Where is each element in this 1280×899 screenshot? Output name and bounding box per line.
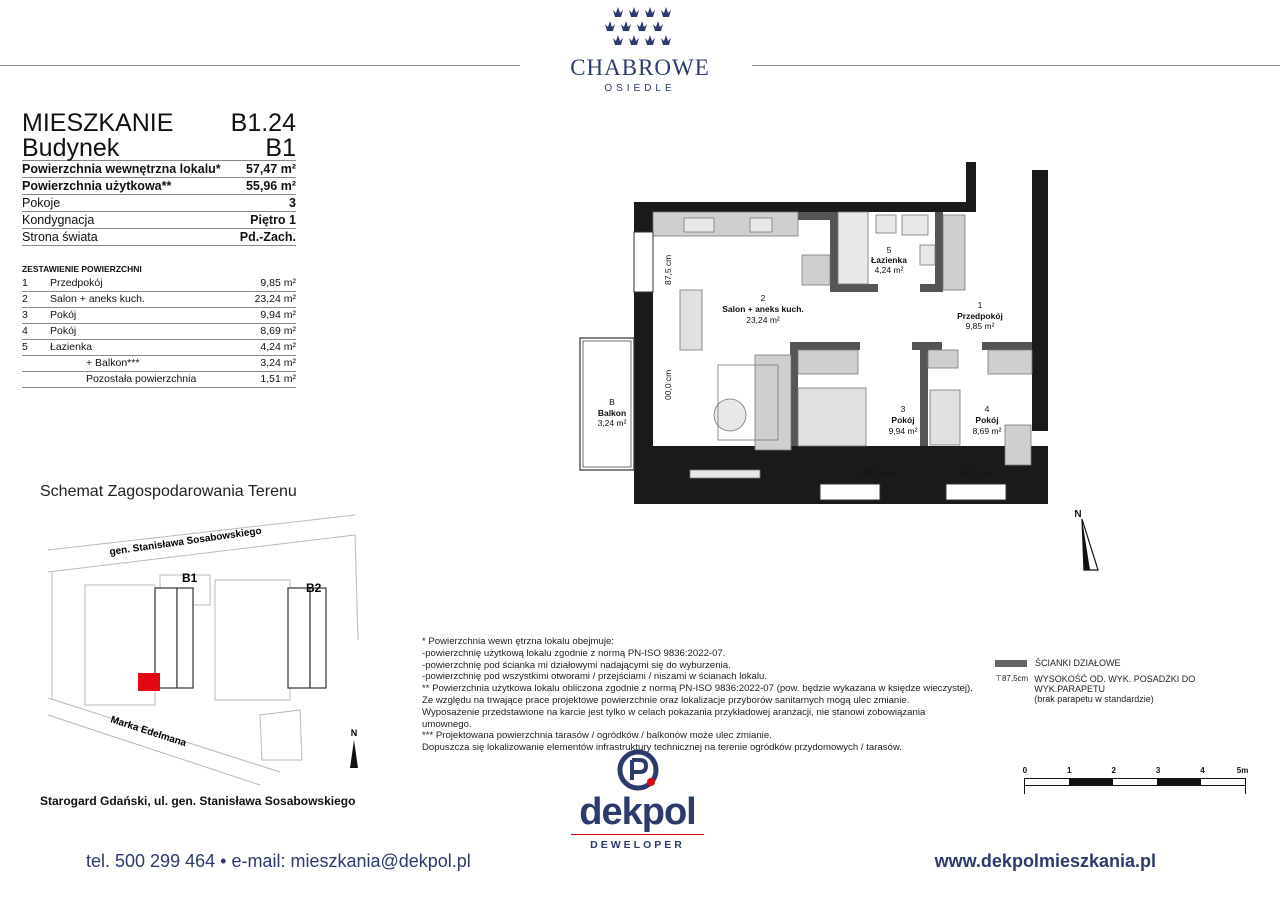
apartment-label: MIESZKANIE [22, 109, 174, 137]
stat-value: Pd.-Zach. [239, 230, 296, 244]
scale-tick: 3 [1155, 766, 1161, 775]
dekpol-logo [565, 748, 710, 851]
summary-no: 4 [22, 325, 28, 337]
stat-row [22, 212, 296, 229]
svg-text:1: 1 [977, 300, 983, 310]
summary-area: 1,51 m² [260, 373, 296, 385]
stat-value: 55,96 m² [245, 179, 296, 193]
summary-heading: ZESTAWIENIE POWIERZCHNI [22, 264, 142, 274]
brand-title: CHABROWE [570, 55, 710, 80]
brand-logo [540, 0, 740, 94]
contact-phone[interactable]: tel. 500 299 464 [86, 851, 216, 871]
site-street-top: gen. Stanisława Sosabowskiego [108, 525, 263, 558]
header-rule-right [752, 65, 1280, 66]
dekpol-p-icon [616, 748, 660, 792]
brand-subtitle: OSIEDLE [604, 83, 676, 94]
footnote-line: -powierzchnię pod ścianka mi działowymi nadającymi się do wyburzenia. [422, 659, 731, 671]
stat-row [22, 229, 296, 246]
footnote-line: Ze względu na trwające prace projektowe powierzchnie oraz lokalizacje przyborów sanitarnych mogą ulec zmianie. [422, 694, 910, 706]
summary-area: 4,24 m² [260, 341, 296, 353]
north-arrow-icon [1070, 515, 1110, 575]
scale-bar [1022, 766, 1249, 794]
footnotes [422, 636, 982, 754]
stat-value: 3 [289, 196, 296, 210]
legend-sill-text: WYSOKOŚĆ OD. WYK. POSADZKI DO WYK.PARAPETU [1034, 674, 1196, 694]
summary-no: 5 [22, 341, 28, 353]
wall-swatch [995, 660, 1027, 667]
footnote-line: * Powierzchnia wewn ętrzna lokalu obejmuje: [422, 636, 614, 647]
svg-text:Pokój: Pokój [975, 415, 999, 425]
stat-label: Powierzchnia wewnętrzna lokalu* [22, 162, 221, 176]
website-link[interactable]: www.dekpolmieszkania.pl [934, 851, 1156, 871]
floor-plan [580, 160, 1082, 560]
footnote-line: umownego. [422, 718, 472, 730]
summary-area: 9,94 m² [260, 309, 296, 321]
sill-label-room3: 87,5 cm [863, 469, 894, 479]
svg-text:3: 3 [900, 404, 906, 414]
footnote-line: -powierzchnię pod wszystkimi otworami / przejściami / niszami w ścianach lokalu. [422, 671, 767, 683]
svg-text:23,24 m²: 23,24 m² [746, 315, 780, 325]
summary-name: Łazienka [50, 341, 93, 353]
summary-name: Pozostała powierzchnia [86, 373, 197, 385]
svg-text:N: N [1074, 509, 1082, 520]
svg-text:B: B [609, 397, 615, 407]
svg-text:Salon + aneks kuch.: Salon + aneks kuch. [722, 304, 804, 314]
summary-name: + Balkon*** [86, 357, 140, 369]
footnote-line: -powierzchnię użytkową lokalu zgodnie z normą PN-ISO 9836:2022-07. [422, 647, 726, 659]
summary-no [22, 372, 50, 387]
stat-label: Kondygnacja [22, 213, 95, 227]
balcony-outline [580, 338, 634, 470]
scale-tick: 4 [1200, 766, 1205, 775]
stat-row [22, 161, 296, 178]
scale-tick: 0 [1022, 766, 1028, 775]
svg-text:8,69 m²: 8,69 m² [972, 426, 1002, 436]
svg-text:5: 5 [886, 245, 892, 255]
summary-row [22, 356, 296, 372]
site-buildings [155, 588, 326, 688]
summary-no [22, 356, 50, 371]
stat-value: Piętro 1 [250, 213, 296, 227]
summary-name: Pokój [50, 309, 77, 321]
apartment-number: B1.24 [230, 109, 296, 137]
contact-line [86, 851, 471, 872]
cornflower-icon [604, 3, 676, 53]
legend-walls: ŚCIANKI DZIAŁOWE [1035, 658, 1121, 668]
svg-text:4: 4 [984, 404, 990, 414]
summary-area: 3,24 m² [260, 357, 296, 369]
svg-text:Balkon: Balkon [597, 408, 627, 418]
stat-label: Strona świata [22, 230, 98, 244]
site-label-b2: B2 [306, 581, 322, 595]
site-north: N [350, 728, 358, 738]
site-apartment-marker [138, 673, 160, 691]
summary-area: 23,24 m² [254, 293, 296, 305]
scale-tick: 1 [1067, 766, 1072, 775]
contact-separator: • [215, 851, 232, 871]
footnote-line: ** Powierzchnia użytkowa lokalu obliczona zgodnie z normą PN-ISO 9836:2022-07 (pow. będzie wykazana w księdze wieczystej). [422, 683, 973, 695]
summary-row [22, 292, 296, 308]
site-north-arrow-icon [350, 740, 358, 768]
legend [995, 658, 1265, 704]
dekpol-sub: DEWELOPER [571, 834, 704, 851]
scale-tick: 2 [1111, 766, 1116, 775]
summary-name: Przedpokój [50, 277, 103, 289]
apartment-info [22, 110, 296, 388]
footnote-line: Wyposażenie przedstawione na karcie jest tylko w celach pokazania przykładowej aranżacji, nie stanowi zobowiązania [422, 706, 926, 718]
stat-label: Pokoje [22, 196, 61, 210]
svg-text:2: 2 [760, 293, 766, 303]
dekpol-word: dekpol [579, 791, 696, 833]
footnote-line: *** Projektowana powierzchnia tarasów / ogródków / balkonów może ulec zmianie. [422, 730, 772, 742]
svg-text:3,24 m²: 3,24 m² [597, 418, 627, 428]
site-plan-title: Schemat Zagospodarowania Terenu [40, 483, 297, 500]
summary-table [22, 276, 296, 388]
header-rule-left [0, 65, 520, 66]
svg-text:Łazienka: Łazienka [871, 255, 907, 265]
sill-label-kitchen: 87,5 cm [663, 254, 673, 285]
legend-sill-note: (brak parapetu w standardzie) [1034, 694, 1154, 704]
building-value: B1 [265, 134, 296, 162]
summary-row [22, 340, 296, 356]
summary-row [22, 324, 296, 340]
svg-text:9,94 m²: 9,94 m² [888, 426, 918, 436]
svg-text:4,24 m²: 4,24 m² [874, 265, 904, 275]
svg-text:Przedpokój: Przedpokój [957, 311, 1003, 321]
site-label-b1: B1 [182, 571, 198, 585]
summary-row [22, 276, 296, 292]
summary-name: Pokój [50, 325, 77, 337]
summary-row [22, 372, 296, 388]
sill-label-living: 00,0 cm [663, 369, 673, 400]
svg-text:9,85 m²: 9,85 m² [965, 321, 995, 331]
svg-text:Pokój: Pokój [891, 415, 915, 425]
footnote-line: Dopuszcza się lokalizowanie elementów infrastruktury technicznej na terenie ogródków przydomowych / tarasów. [422, 742, 902, 754]
summary-no: 2 [22, 293, 28, 305]
stat-label: Powierzchnia użytkowa** [22, 179, 172, 193]
stat-value: 57,47 m² [245, 162, 296, 176]
summary-no: 3 [22, 309, 28, 321]
summary-name: Salon + aneks kuch. [50, 293, 145, 305]
sill-label-room4: 87,5 cm [960, 469, 991, 479]
summary-row [22, 308, 296, 324]
stat-row [22, 178, 296, 195]
site-plan [40, 510, 370, 785]
contact-email[interactable]: e-mail: mieszkania@dekpol.pl [231, 851, 471, 871]
building-label: Budynek [22, 134, 120, 162]
apartment-stats [22, 161, 296, 246]
summary-area: 8,69 m² [260, 325, 296, 337]
site-street-bottom: Marka Edelmana [109, 714, 188, 750]
summary-no: 1 [22, 277, 28, 289]
sill-height-icon: ⊤87,5cm [995, 674, 1029, 683]
summary-area: 9,85 m² [260, 277, 296, 289]
stat-row [22, 195, 296, 212]
scale-tick: 5m [1236, 766, 1249, 775]
site-caption: Starogard Gdański, ul. gen. Stanisława Sosabowskiego [40, 794, 356, 808]
